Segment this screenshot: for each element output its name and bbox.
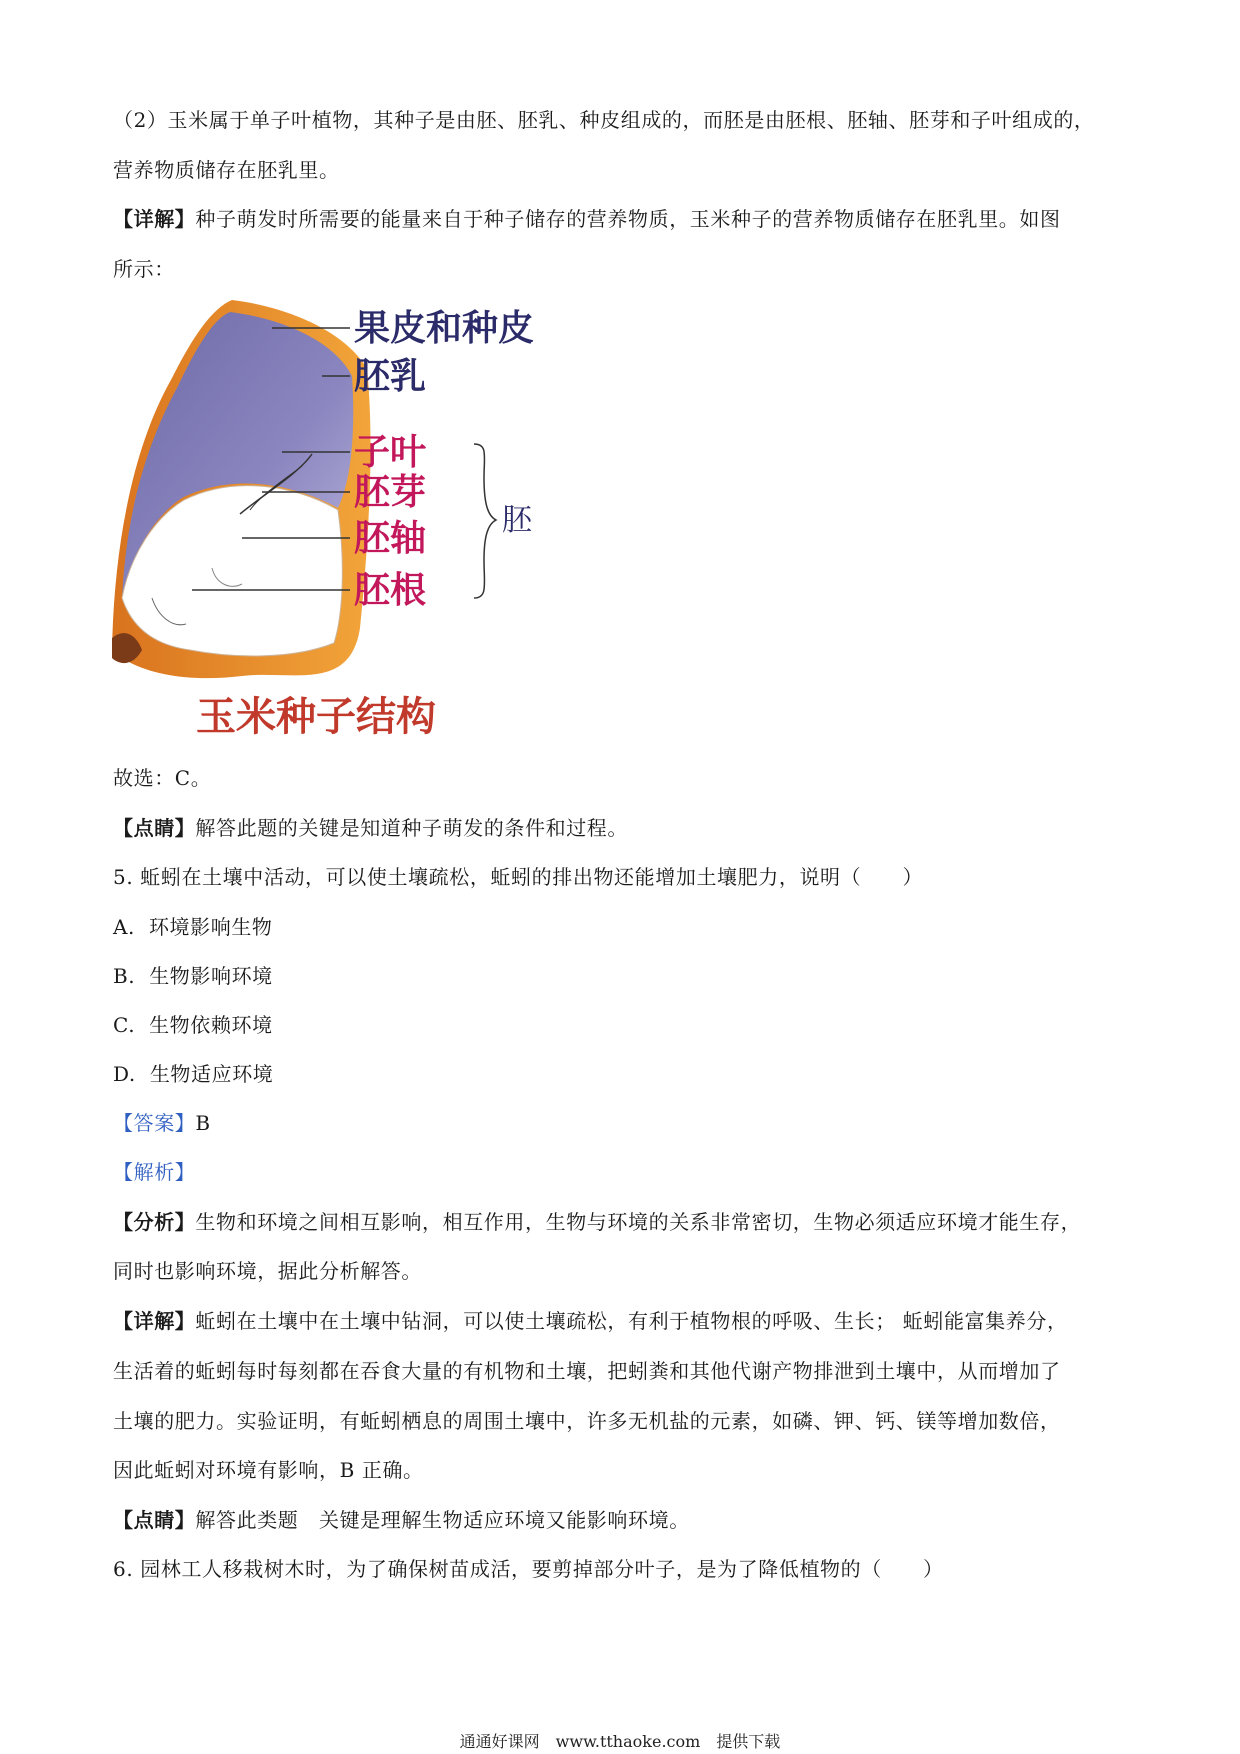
option-d [113, 1058, 273, 1087]
paragraph-line: 土壤的肥力。实验证明，有蚯蚓栖息的周围土壤中，许多无机盐的元素，如磷、钾、钙、镁等增加数倍， [113, 1409, 1061, 1433]
option-letter: C. [113, 1013, 136, 1037]
tip-tag: 【点睛】 [113, 1508, 196, 1532]
option-text: 生物影响环境 [149, 964, 273, 988]
label-embryo: 胚 [502, 503, 532, 538]
paragraph-line: 营养物质储存在胚乳里。 [113, 158, 340, 182]
tip-paragraph [113, 1504, 690, 1533]
paragraph-line: 生活着的蚯蚓每时每刻都在吞食大量的有机物和土壤，把蚓粪和其他代谢产物排泄到土壤中，从而增加了 [113, 1359, 1061, 1383]
option-b [113, 960, 273, 989]
option-text: 生物依赖环境 [149, 1013, 273, 1037]
detail-paragraph [113, 203, 1061, 232]
embryo-brace [474, 444, 496, 598]
option-a [113, 911, 273, 940]
figure-caption: 玉米种子结构 [196, 694, 436, 738]
answer-value: B [195, 1111, 211, 1135]
paragraph-line: （2）玉米属于单子叶植物，其种子是由胚、胚乳、种皮组成的，而胚是由胚根、胚轴、胚芽和子叶组成的， [113, 108, 1095, 132]
paragraph-line: 所示： [113, 257, 175, 281]
label-endosperm: 胚乳 [354, 356, 427, 397]
option-letter: A. [113, 915, 136, 939]
paragraph-line: 同时也影响环境，据此分析解答。 [113, 1259, 422, 1283]
option-c [113, 1009, 273, 1038]
tip-paragraph [113, 812, 628, 841]
paragraph-line: 因此蚯蚓对环境有影响，B 正确。 [113, 1458, 424, 1482]
label-pericarp: 果皮和种皮 [354, 308, 535, 349]
label-plumule: 胚芽 [354, 472, 427, 513]
analysis-tag: 【解析】 [113, 1160, 196, 1184]
label-cotyledon: 子叶 [354, 432, 427, 473]
option-text: 生物适应环境 [149, 1062, 274, 1086]
corn-seed-figure [112, 298, 574, 738]
option-letter: B. [113, 964, 136, 988]
fenxi-tag: 【分析】 [113, 1210, 196, 1234]
option-letter: D. [113, 1062, 136, 1086]
tip-tag: 【点睛】 [113, 816, 196, 840]
detail-paragraph [113, 1305, 1068, 1334]
corn-seed-diagram [112, 298, 574, 738]
analysis-paragraph [113, 1206, 1081, 1235]
detail-tag: 【详解】 [113, 207, 196, 231]
question-stem: 6. 园林工人移栽树木时，为了确保树苗成活，要剪掉部分叶子，是为了降低植物的（ ） [113, 1557, 944, 1581]
tip-text: 解答此类题 关键是理解生物适应环境又能影响环境。 [195, 1508, 690, 1532]
detail-text: 蚯蚓在土壤中在土壤中钻洞，可以使土壤疏松，有利于植物根的呼吸、生长； 蚯蚓能富集养分， [195, 1309, 1068, 1333]
label-radicle: 胚根 [354, 570, 427, 611]
answer-tag: 【答案】 [113, 1111, 196, 1135]
choice-line: 故选：C。 [113, 766, 212, 790]
fenxi-text: 生物和环境之间相互影响，相互作用，生物与环境的关系非常密切，生物必须适应环境才能生存， [195, 1210, 1082, 1234]
answer-line [113, 1107, 211, 1136]
option-text: 环境影响生物 [148, 915, 273, 939]
detail-text: 种子萌发时所需要的能量来自于种子储存的营养物质，玉米种子的营养物质储存在胚乳里。如图 [195, 207, 1061, 231]
page-footer: 通通好课网 www.tthaoke.com 提供下载 [459, 1732, 781, 1751]
label-hypocotyl: 胚轴 [354, 518, 427, 559]
detail-tag: 【详解】 [113, 1309, 196, 1333]
question-stem: 5. 蚯蚓在土壤中活动，可以使土壤疏松，蚯蚓的排出物还能增加土壤肥力，说明（ ） [113, 865, 924, 889]
tip-text: 解答此题的关键是知道种子萌发的条件和过程。 [195, 816, 629, 840]
